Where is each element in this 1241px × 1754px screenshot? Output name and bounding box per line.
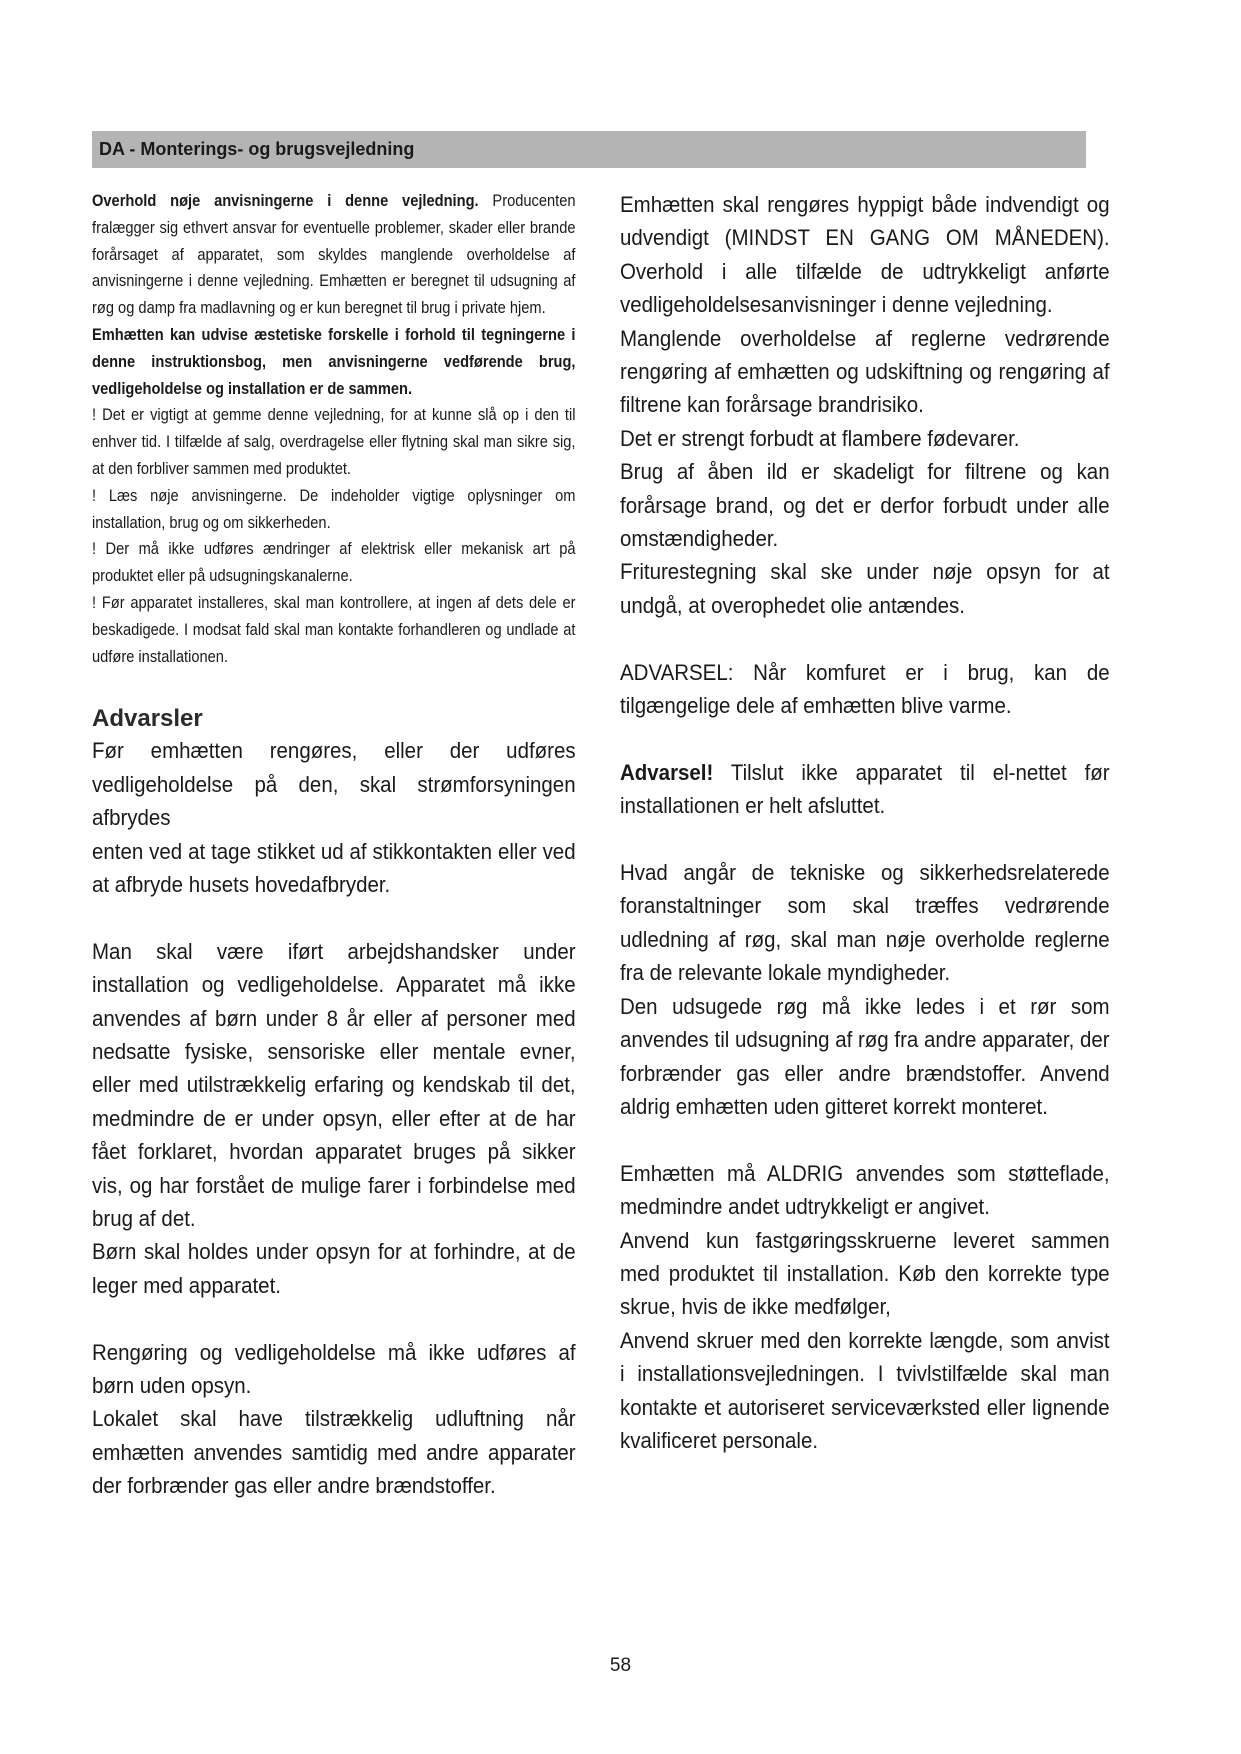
intro-text: Producenten fralægger sig ethvert ansvar for eventuelle problemer, skader eller brande forårsaget af apparatet, som skyldes manglende overholdelse af anvisningerne i denne vejledning. Emhætten er beregnet til udsugning af røg og damp fra madlavning og er kun beregnet til brug i private hjem. [92, 192, 576, 318]
screw-length: Anvend skruer med den korrekte længde, som anvist i installationsvejledningen. I tvivlstilfælde skal man kontakte et autoriseret serviceværksted eller lignende kvalificeret personale. [620, 1327, 1110, 1453]
section-header: DA - Monterings- og brugsvejledning [92, 131, 1086, 168]
note-check-damage: ! Før apparatet installeres, skal man kontrollere, at ingen af dets dele er beskadigede. I modsat fald skal man kontakte forhandleren og undlade at udføre installationen. [92, 593, 576, 666]
intro-bold-text: Overhold nøje anvisningerne i denne vejledning. [92, 192, 479, 210]
connection-warning-text: Tilslut ikke apparatet til el-nettet før installationen er helt afsluttet. [620, 759, 1110, 819]
local-regulations: Hvad angår de tekniske og sikkerhedsrelaterede foranstaltninger som skal træffes vedrørende udledning af røg, skal man nøje overholde reglerne fra de relevante lokale myndigheder. [620, 860, 1110, 986]
warning-unplug: enten ved at tage stikket ud af stikkontakten eller ved at afbryde husets hovedafbryder. [92, 838, 576, 897]
left-column [92, 188, 576, 1503]
note-read-instructions: ! Læs nøje anvisningerne. De indeholder vigtige oplysninger om installation, brug og om sikkerheden. [92, 486, 576, 532]
cleaning-frequency: Emhætten skal rengøres hyppigt både indvendigt og udvendigt (MINDST EN GANG OM MÅNEDEN). Overhold i alle tilfælde de udtrykkeligt anførte vedligeholdelsesanvisninger i denne vejledning. [620, 192, 1110, 318]
hot-parts-warning: ADVARSEL: Når komfuret er i brug, kan de tilgængelige dele af emhætten blive varme. [620, 659, 1110, 719]
note-keep-manual: ! Det er vigtigt at gemme denne vejledning, for at kunne slå op i den til enhver tid. I tilfælde af salg, overdragelse eller flytning skal man sikre sig, at den forbliver sammen med produktet. [92, 406, 576, 478]
fire-risk: Manglende overholdelse af reglerne vedrørende rengøring af emhætten og udskiftning og rengøring af filtrene kan forårsage brandrisiko. [620, 325, 1110, 418]
connection-warning [620, 756, 1110, 823]
not-support-surface: Emhætten må ALDRIG anvendes som støtteflade, medmindre andet udtrykkeligt er angivet. [620, 1160, 1110, 1220]
warning-ventilation: Lokalet skal have tilstrækkelig udluftning når emhætten anvendes samtidig med andre apparater der forbrænder gas eller andre brændstoffer. [92, 1406, 576, 1499]
deep-frying-warning: Friturestegning skal ske under nøje opsyn for at undgå, at overophedet olie antændes. [620, 559, 1110, 618]
aesthetic-note: Emhætten kan udvise æstetiske forskelle i forhold til tegningerne i denne instruktionsbog, men anvisningerne vedførende brug, vedligeholdelse og installation er de sammen. [92, 325, 576, 398]
note-no-modifications: ! Der må ikke udføres ændringer af elektrisk eller mekanisk art på produktet eller på udsugningskanalerne. [92, 540, 576, 586]
warning-disconnect-power: Før emhætten rengøres, eller der udføres vedligeholdelse på den, skal strømforsyningen afbrydes [92, 738, 576, 831]
warning-gloves-children: Man skal være iført arbejdshandsker under installation og vedligeholdelse. Apparatet må ikke anvendes af børn under 8 år eller af personer med nedsatte fysiske, sensoriske eller mentale evner, eller med utilstrækkelig erfaring og kendskab til det, medmindre de er under opsyn, eller efter at de har fået forklaret, hvordan apparatet bruges på sikker vis, og har forstået de mulige farer i forbindelse med brug af det. [92, 938, 576, 1232]
intro-paragraph [92, 188, 576, 322]
no-flambe: Det er strengt forbudt at flambere fødevarer. [620, 425, 1020, 451]
warnings-heading: Advarsler [92, 705, 203, 733]
open-flame-warning: Brug af åben ild er skadeligt for filtrene og kan forårsage brand, og det er derfor forbudt under alle omstændigheder. [620, 459, 1110, 552]
warning-cleaning-children: Rengøring og vedligeholdelse må ikke udføres af børn uden opsyn. [92, 1339, 576, 1399]
page-number: 58 [609, 1655, 632, 1676]
connection-warning-bold: Advarsel! [620, 759, 714, 785]
intro-block [92, 188, 576, 670]
warnings-block [92, 734, 576, 1502]
warning-supervise-children: Børn skal holdes under opsyn for at forhindre, at de leger med apparatet. [92, 1239, 576, 1298]
exhaust-duct-warning: Den udsugede røg må ikke ledes i et rør som anvendes til udsugning af røg fra andre apparater, der forbrænder gas eller andre brændstoffer. Anvend aldrig emhætten uden gitteret korrekt monteret. [620, 993, 1110, 1119]
right-column [620, 188, 1110, 1457]
fixing-screws: Anvend kun fastgøringsskruerne leveret sammen med produktet til installation. Køb den korrekte type skrue, hvis de ikke medfølger, [620, 1227, 1110, 1320]
